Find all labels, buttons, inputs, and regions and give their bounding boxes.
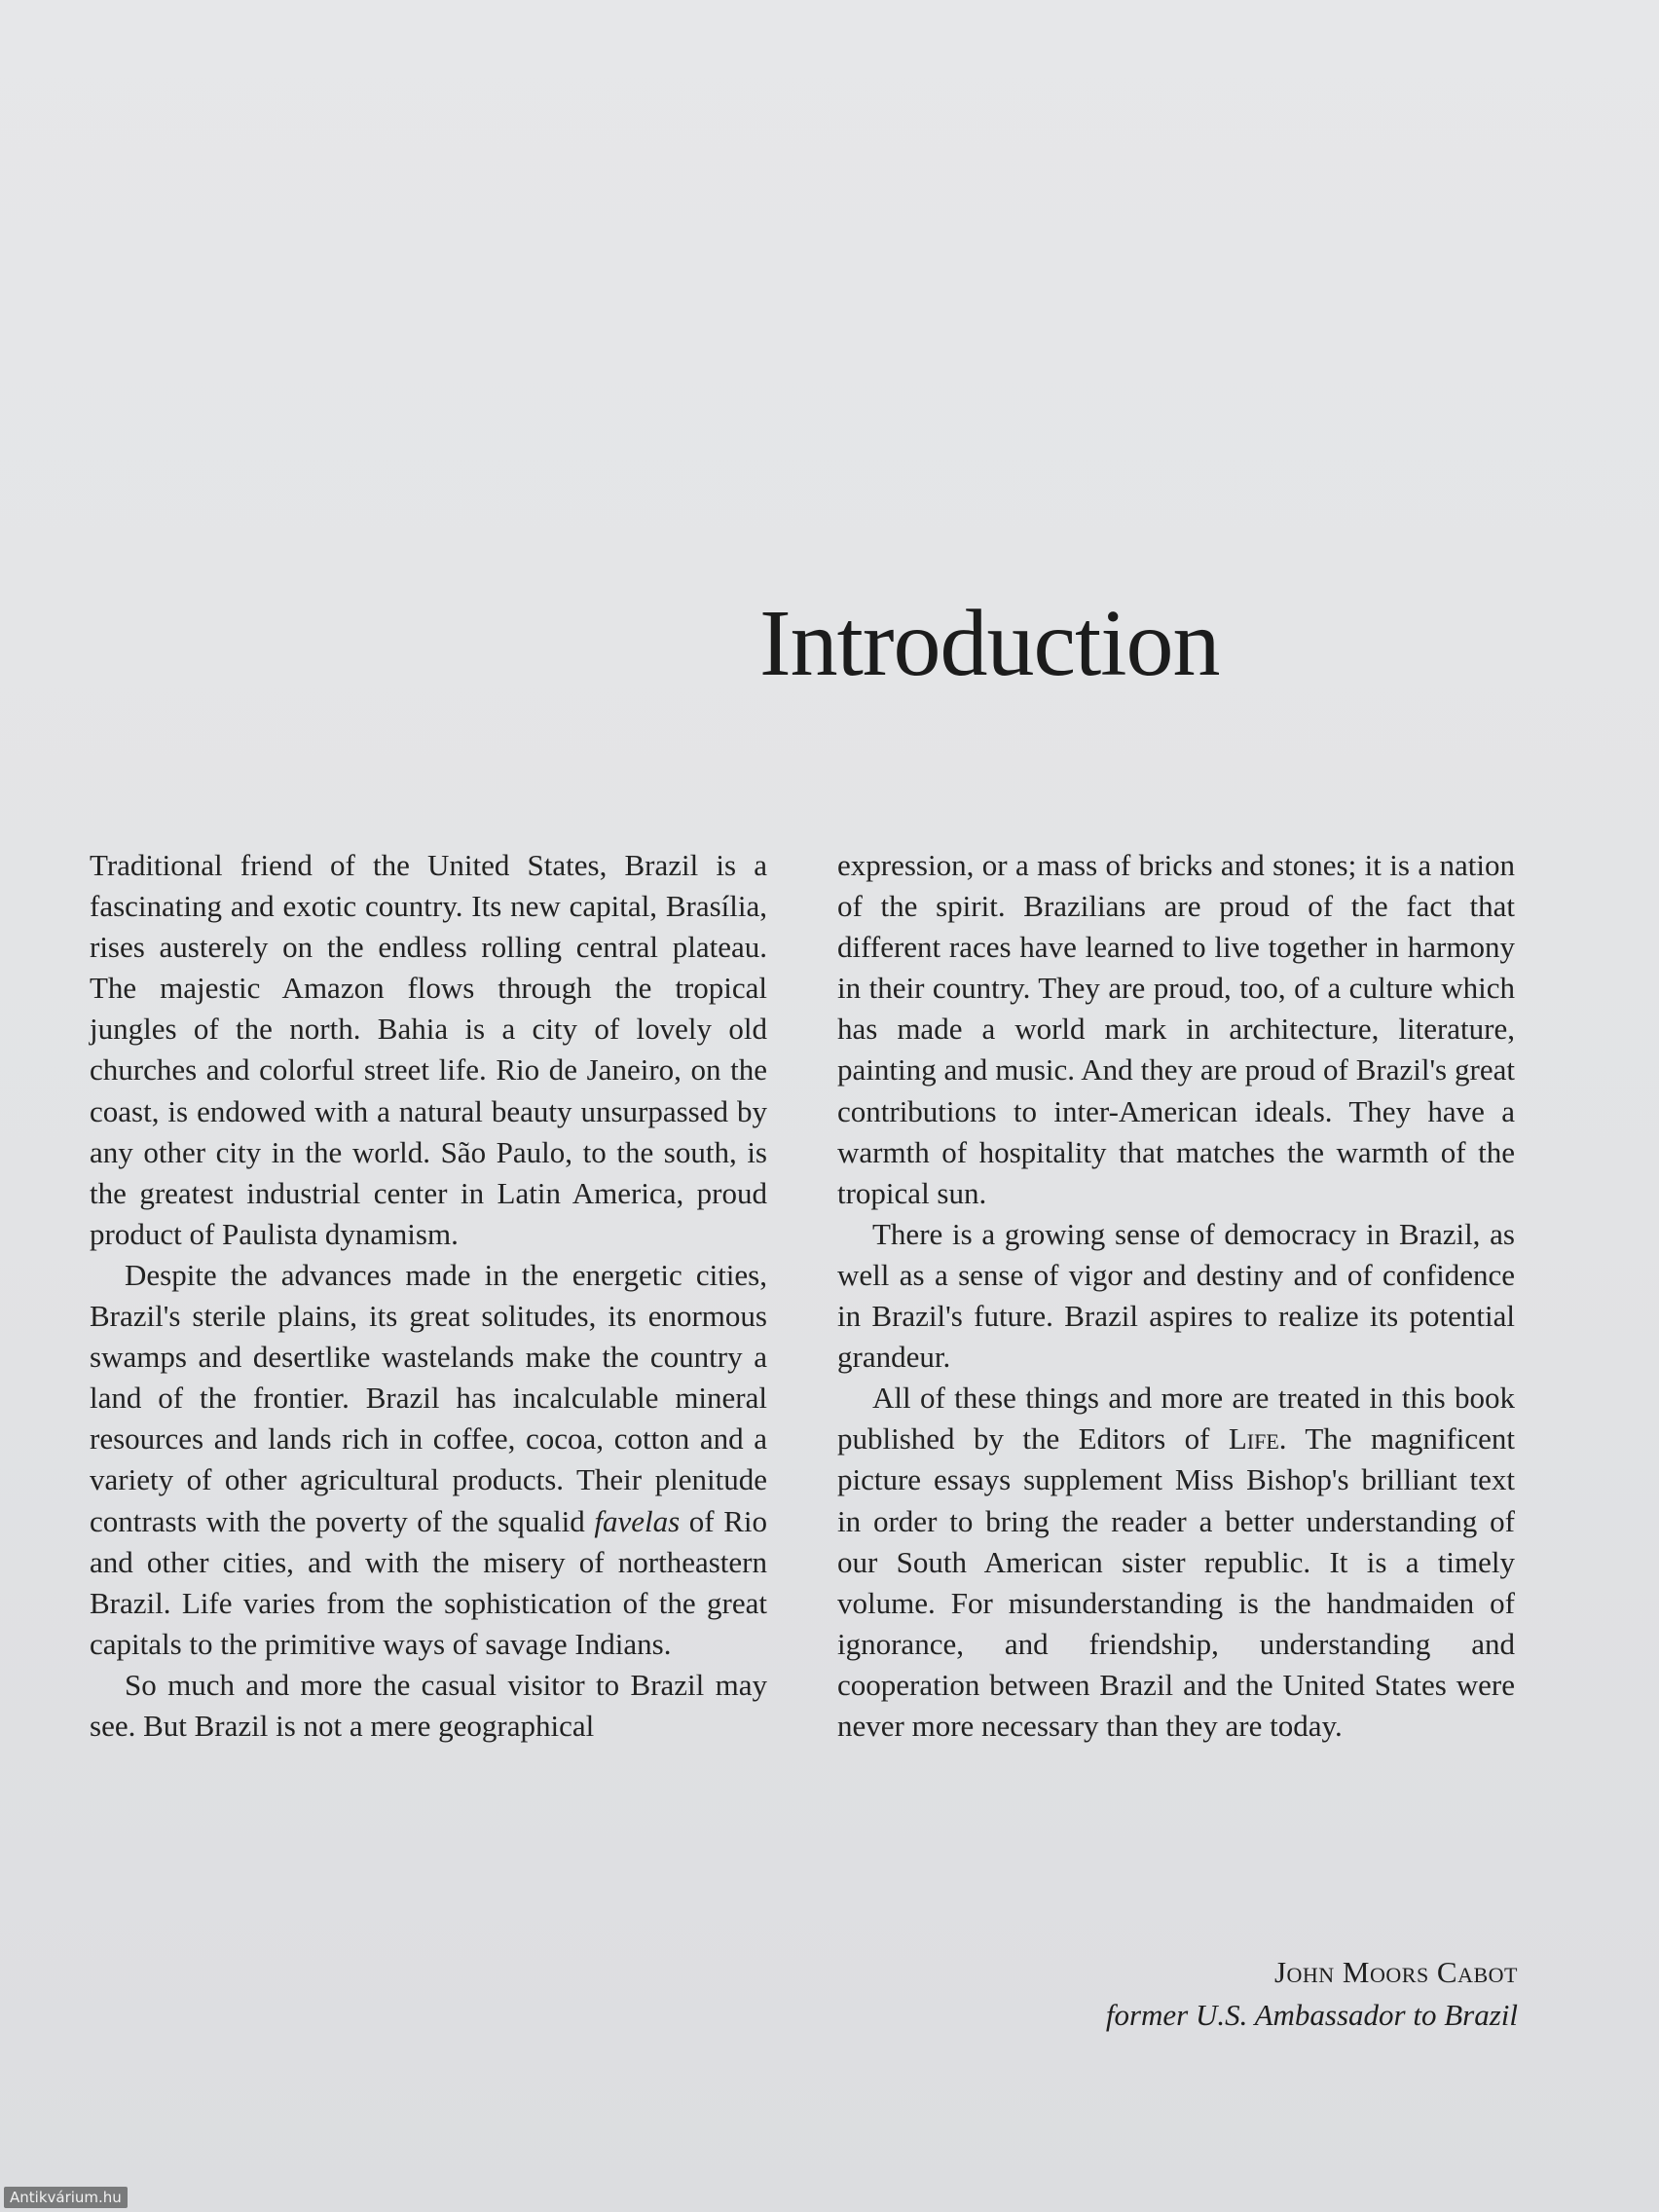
paragraph [90,1665,767,1747]
text-column-left [90,845,767,1747]
paragraph [90,845,767,1255]
signature-name: John Moors Cabot [1273,1955,1518,1989]
page-title: Introduction [759,591,1220,696]
paragraph-text: expression, or a mass of bricks and stones; it is a nation of the spirit. Brazilians are proud of the fact that different races have learned to live together in harmony in their country. They are proud, too, of a culture which has made a world mark in architecture, literature, painting and music. And they are proud of Brazil's great contributions to inter-American ideals. They have a warmth of hospitality that matches the warmth of the tropical sun. [837,848,1515,1210]
paragraph-text: Traditional friend of the United States, Brazil is a fascinating and exotic country. Its new capital, Brasília, rises austerely on the endless rolling central plateau. The majestic Amazon flows through the tropical jungles of the north. Bahia is a city of lovely old churches and colorful street life. Rio de Janeiro, on the coast, is endowed with a natural beauty unsurpassed by any other city in the world. São Paulo, to the south, is the greatest industrial center in Latin America, proud product of Paulista dynamism. [90,848,767,1251]
paragraph-text: So much and more the casual visitor to Brazil may see. But Brazil is not a mere geographical [90,1667,767,1743]
paragraph-text: . The magnificent picture essays supplement Miss Bishop's brilliant text in order to bring the reader a better understanding of our South American sister republic. It is a timely volume. For misunderstanding is the handmaiden of ignorance, and friendship, understanding and cooperation between Brazil and the United States were never more necessary than they are today. [837,1421,1516,1743]
watermark: Antikvárium.hu [4,2187,128,2208]
paragraph-text: There is a growing sense of democracy in Brazil, as well as a sense of vigor and destiny and of confidence in Brazil's future. Brazil aspires to realize its potential grandeur. [837,1216,1515,1375]
signature-title: former U.S. Ambassador to Brazil [1105,1998,1518,2032]
signature-block [1106,1951,1518,2037]
italic-term: favelas [594,1503,681,1538]
paragraph [837,1378,1515,1747]
paragraph [837,1214,1515,1378]
paragraph [90,1255,767,1665]
paragraph-text: of Rio and other cities, and with the misery of northeastern Brazil. Life varies from the sophistication of the great capitals to the primitive ways of savage Indians. [90,1503,767,1661]
paragraph-text: All of these things and more are treated in this book published by the Editors of [837,1381,1515,1456]
magazine-name: Life [1228,1421,1279,1456]
paragraph-text: Despite the advances made in the energetic cities, Brazil's sterile plains, its great solitudes, its enormous swamps and desertlike wastelands make the country a land of the frontier. Brazil has incalculable mineral resources and lands rich in coffee, cocoa, cotton and a variety of other agricultural products. Their plenitude contrasts with the poverty of the squalid [90,1257,767,1538]
paragraph [837,845,1515,1214]
text-column-right [837,845,1515,1747]
